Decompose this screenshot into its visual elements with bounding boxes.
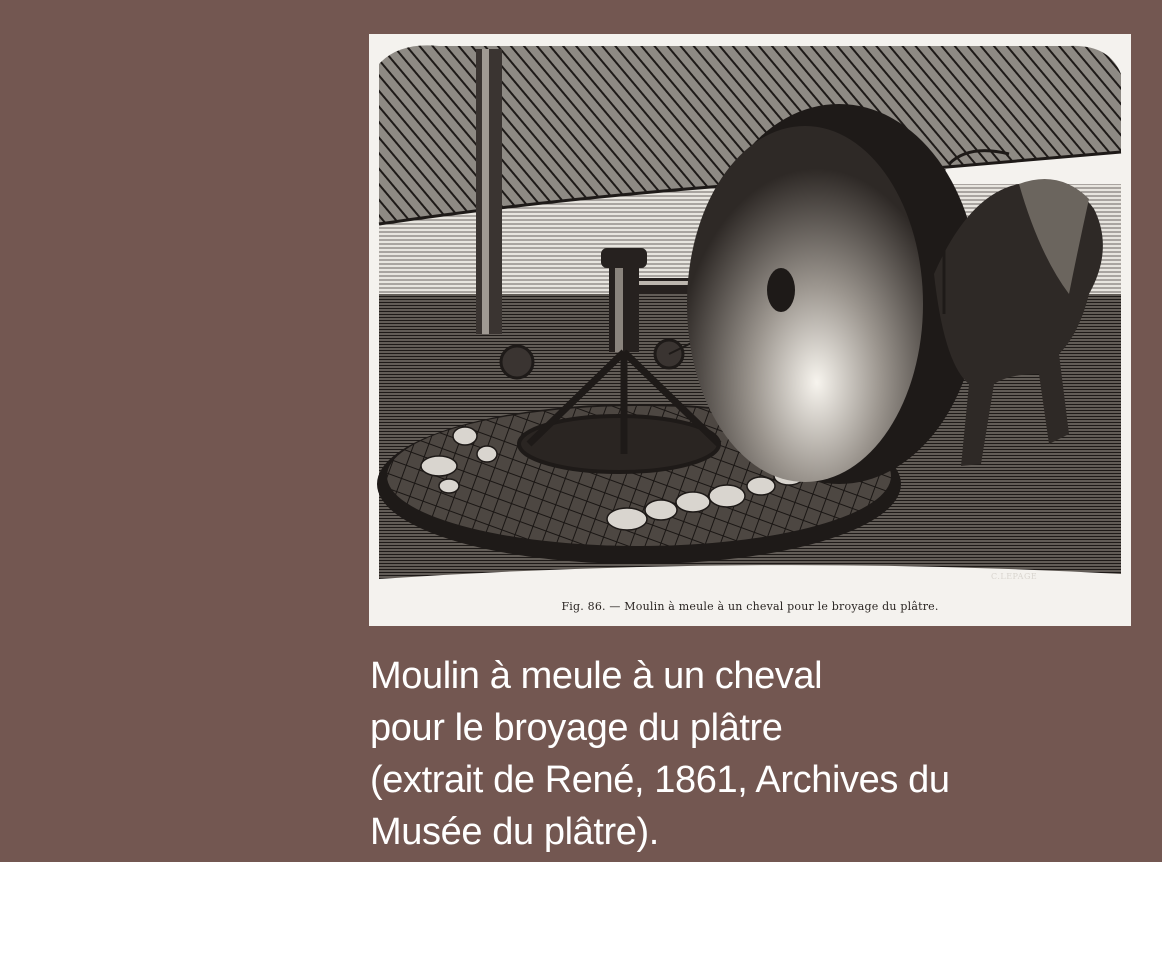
- figure-caption: [370, 650, 1130, 858]
- caption-line: Moulin à meule à un cheval: [370, 655, 823, 697]
- engraving-figure: [369, 34, 1131, 626]
- engraver-signature: C.LEPAGE: [991, 572, 1038, 581]
- engraving-illustration: [369, 34, 1131, 626]
- caption-line: (extrait de René, 1861, Archives du: [370, 759, 950, 801]
- caption-line: Musée du plâtre).: [370, 811, 659, 853]
- plate-caption: Fig. 86. — Moulin à meule à un cheval pour le broyage du plâtre.: [561, 600, 939, 613]
- caption-line: pour le broyage du plâtre: [370, 707, 783, 749]
